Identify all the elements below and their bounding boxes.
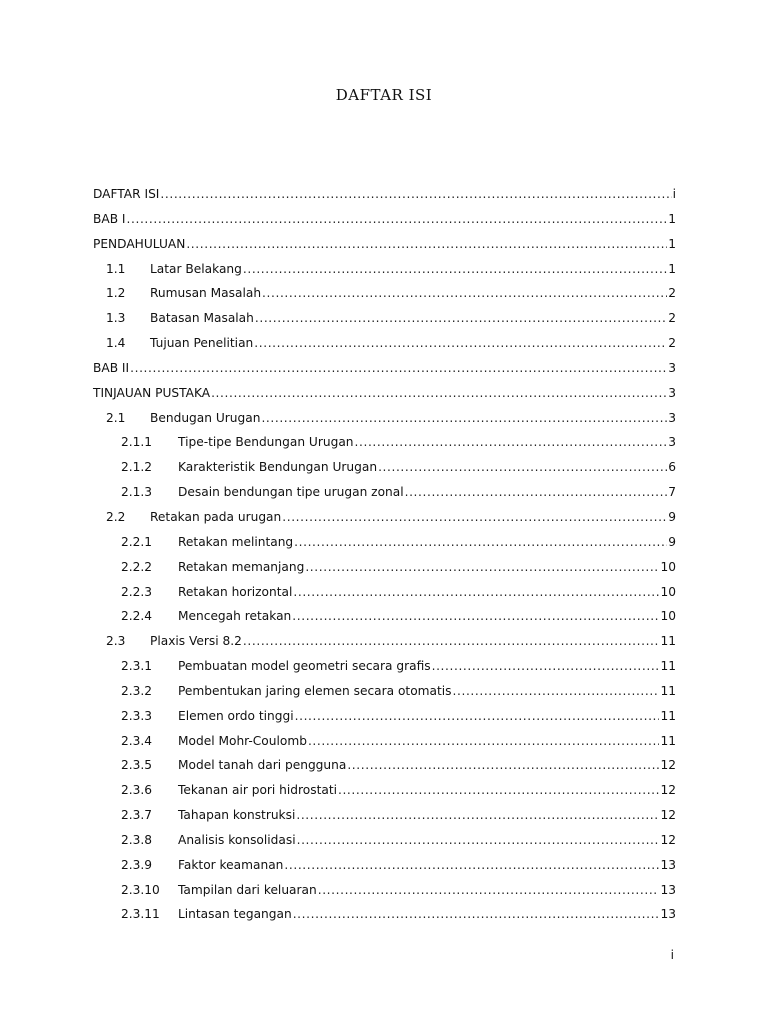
toc-entry-number: 2.2.1 (121, 534, 153, 549)
toc-entry[interactable] (93, 906, 676, 931)
toc-entry-label: Bendugan Urugan (150, 410, 261, 425)
toc-entry[interactable] (93, 683, 676, 708)
toc-dot-leader (262, 285, 667, 301)
toc-entry-label: Tekanan air pori hidrostati (178, 783, 337, 798)
toc-dot-leader (294, 534, 667, 550)
toc-entry[interactable] (93, 211, 676, 236)
toc-entry-label: Pembentukan jaring elemen secara otomatis (178, 683, 452, 698)
toc-entry[interactable] (93, 236, 676, 261)
toc-entry[interactable] (93, 857, 676, 882)
toc-entry-page: 9 (668, 534, 676, 549)
toc-dot-leader (432, 658, 660, 674)
toc-entry-label: Lintasan tegangan (178, 907, 292, 922)
toc-entry[interactable] (93, 733, 676, 758)
toc-entry-page: 10 (660, 609, 676, 624)
toc-dot-leader (255, 310, 667, 326)
toc-entry-number: 1.1 (106, 261, 126, 276)
toc-dot-leader (186, 236, 667, 252)
toc-entry-number: 2.3.10 (121, 882, 160, 897)
toc-dot-leader (243, 633, 660, 649)
toc-entry-page: 2 (668, 336, 676, 351)
toc-entry-label: BAB II (93, 360, 130, 375)
toc-entry-label: Pembuatan model geometri secara grafis (178, 659, 431, 674)
toc-dot-leader (293, 906, 660, 922)
toc-entry[interactable] (93, 360, 676, 385)
toc-entry[interactable] (93, 584, 676, 609)
toc-entry-label: Retakan horizontal (178, 584, 293, 599)
toc-entry[interactable] (93, 459, 676, 484)
toc-entry-number: 2.3.7 (121, 808, 153, 823)
toc-entry-number: 2.3 (106, 634, 126, 649)
toc-entry-page: 13 (660, 857, 676, 872)
toc-entry-page: 3 (668, 410, 676, 425)
toc-entry[interactable] (93, 633, 676, 658)
toc-entry-label: Latar Belakang (150, 261, 242, 276)
toc-entry-page: 12 (660, 783, 676, 798)
toc-entry-page: 11 (660, 683, 676, 698)
toc-entry-number: 2.3.3 (121, 708, 153, 723)
toc-dot-leader (243, 261, 667, 277)
toc-entry-label: Faktor keamanan (178, 857, 284, 872)
toc-dot-leader (453, 683, 660, 699)
toc-entry[interactable] (93, 509, 676, 534)
toc-dot-leader (297, 832, 660, 848)
toc-entry-label: Retakan melintang (178, 534, 294, 549)
toc-entry-label: BAB I (93, 211, 126, 226)
table-of-contents (93, 186, 676, 931)
toc-entry-number: 1.2 (106, 286, 126, 301)
toc-entry-number: 1.4 (106, 336, 126, 351)
toc-entry[interactable] (93, 882, 676, 907)
toc-entry-number: 2.1.3 (121, 485, 153, 500)
toc-entry-label: Model Mohr-Coulomb (178, 733, 307, 748)
toc-entry-number: 2.1.2 (121, 460, 153, 475)
toc-dot-leader (355, 434, 668, 450)
toc-entry-page: 13 (660, 882, 676, 897)
toc-dot-leader (405, 484, 668, 500)
toc-entry-page: 1 (668, 211, 676, 226)
toc-dot-leader (378, 459, 667, 475)
toc-dot-leader (296, 807, 659, 823)
toc-entry-label: Rumusan Masalah (150, 286, 262, 301)
toc-entry[interactable] (93, 385, 676, 410)
toc-entry-number: 2.3.4 (121, 733, 153, 748)
toc-dot-leader (284, 857, 659, 873)
toc-dot-leader (282, 509, 667, 525)
toc-entry[interactable] (93, 186, 676, 211)
toc-entry-number: 2.1.1 (121, 435, 153, 450)
toc-entry-page: 3 (668, 360, 676, 375)
toc-entry[interactable] (93, 285, 676, 310)
toc-dot-leader (160, 186, 671, 202)
toc-entry-page: i (672, 187, 676, 201)
toc-entry-page: 11 (660, 634, 676, 649)
toc-entry-label: Tahapan konstruksi (178, 808, 296, 823)
toc-entry-label: Tipe-tipe Bendungan Urugan (178, 435, 354, 450)
toc-entry-number: 2.3.8 (121, 832, 153, 847)
toc-entry-page: 12 (660, 832, 676, 847)
toc-entry-page: 11 (660, 659, 676, 674)
toc-entry-page: 6 (668, 460, 676, 475)
toc-entry-number: 2.3.2 (121, 683, 153, 698)
toc-entry-label: Tujuan Penelitian (150, 336, 254, 351)
toc-entry-label: Plaxis Versi 8.2 (150, 634, 242, 649)
toc-entry[interactable] (93, 832, 676, 857)
toc-entry-page: 12 (660, 758, 676, 773)
toc-entry-page: 9 (668, 509, 676, 524)
toc-dot-leader (254, 335, 667, 351)
toc-entry-page: 12 (660, 808, 676, 823)
toc-dot-leader (211, 385, 667, 401)
toc-entry[interactable] (93, 261, 676, 286)
toc-entry-page: 11 (660, 708, 676, 723)
toc-entry[interactable] (93, 608, 676, 633)
toc-entry-label: Batasan Masalah (150, 311, 254, 326)
toc-entry-page: 2 (668, 311, 676, 326)
toc-entry-number: 1.3 (106, 311, 126, 326)
toc-entry-number: 2.2.2 (121, 559, 153, 574)
toc-entry-number: 2.3.1 (121, 659, 153, 674)
toc-entry-page: 7 (668, 485, 676, 500)
toc-dot-leader (295, 708, 660, 724)
toc-entry-number: 2.3.11 (121, 907, 160, 922)
page-number: i (670, 948, 674, 962)
toc-entry-number: 2.3.6 (121, 783, 153, 798)
toc-entry[interactable] (93, 807, 676, 832)
toc-dot-leader (308, 733, 660, 749)
toc-entry-page: 10 (660, 584, 676, 599)
toc-entry-page: 13 (660, 907, 676, 922)
toc-dot-leader (305, 559, 659, 575)
toc-entry[interactable] (93, 708, 676, 733)
toc-entry-number: 2.2.3 (121, 584, 153, 599)
toc-entry-label: Analisis konsolidasi (178, 832, 296, 847)
toc-entry-label: Elemen ordo tinggi (178, 708, 294, 723)
toc-entry-page: 10 (660, 559, 676, 574)
toc-entry-label: Karakteristik Bendungan Urugan (178, 460, 378, 475)
toc-entry-label: Retakan pada urugan (150, 509, 282, 524)
toc-entry-label: Desain bendungan tipe urugan zonal (178, 485, 404, 500)
toc-entry-page: 1 (668, 261, 676, 276)
toc-entry[interactable] (93, 484, 676, 509)
toc-dot-leader (261, 410, 667, 426)
toc-entry[interactable] (93, 658, 676, 683)
toc-entry-number: 2.1 (106, 410, 126, 425)
toc-entry-number: 2.3.5 (121, 758, 153, 773)
toc-dot-leader (338, 782, 660, 798)
toc-entry-page: 2 (668, 286, 676, 301)
toc-dot-leader (293, 584, 659, 600)
toc-entry-page: 3 (668, 385, 676, 400)
toc-entry[interactable] (93, 559, 676, 584)
toc-entry[interactable] (93, 534, 676, 559)
toc-dot-leader (347, 757, 659, 773)
page-title: DAFTAR ISI (335, 86, 433, 104)
toc-entry-label: Mencegah retakan (178, 609, 292, 624)
toc-entry[interactable] (93, 782, 676, 807)
toc-entry-label: Retakan memanjang (178, 559, 305, 574)
toc-entry-label: DAFTAR ISI (93, 187, 160, 201)
toc-entry-number: 2.3.9 (121, 857, 153, 872)
toc-entry-page: 11 (660, 733, 676, 748)
toc-entry[interactable] (93, 335, 676, 360)
toc-entry-page: 3 (668, 435, 676, 450)
toc-entry-number: 2.2 (106, 509, 126, 524)
toc-dot-leader (292, 608, 659, 624)
toc-entry-number: 2.2.4 (121, 609, 153, 624)
toc-entry-label: Tampilan dari keluaran (178, 882, 317, 897)
toc-entry[interactable] (93, 434, 676, 459)
toc-entry-label: PENDAHULUAN (93, 236, 186, 251)
toc-dot-leader (127, 211, 668, 227)
toc-entry-page: 1 (668, 236, 676, 251)
toc-entry[interactable] (93, 410, 676, 435)
toc-entry[interactable] (93, 757, 676, 782)
toc-entry[interactable] (93, 310, 676, 335)
toc-dot-leader (318, 882, 660, 898)
toc-entry-label: TINJAUAN PUSTAKA (93, 385, 211, 400)
toc-dot-leader (130, 360, 667, 376)
toc-entry-label: Model tanah dari pengguna (178, 758, 347, 773)
